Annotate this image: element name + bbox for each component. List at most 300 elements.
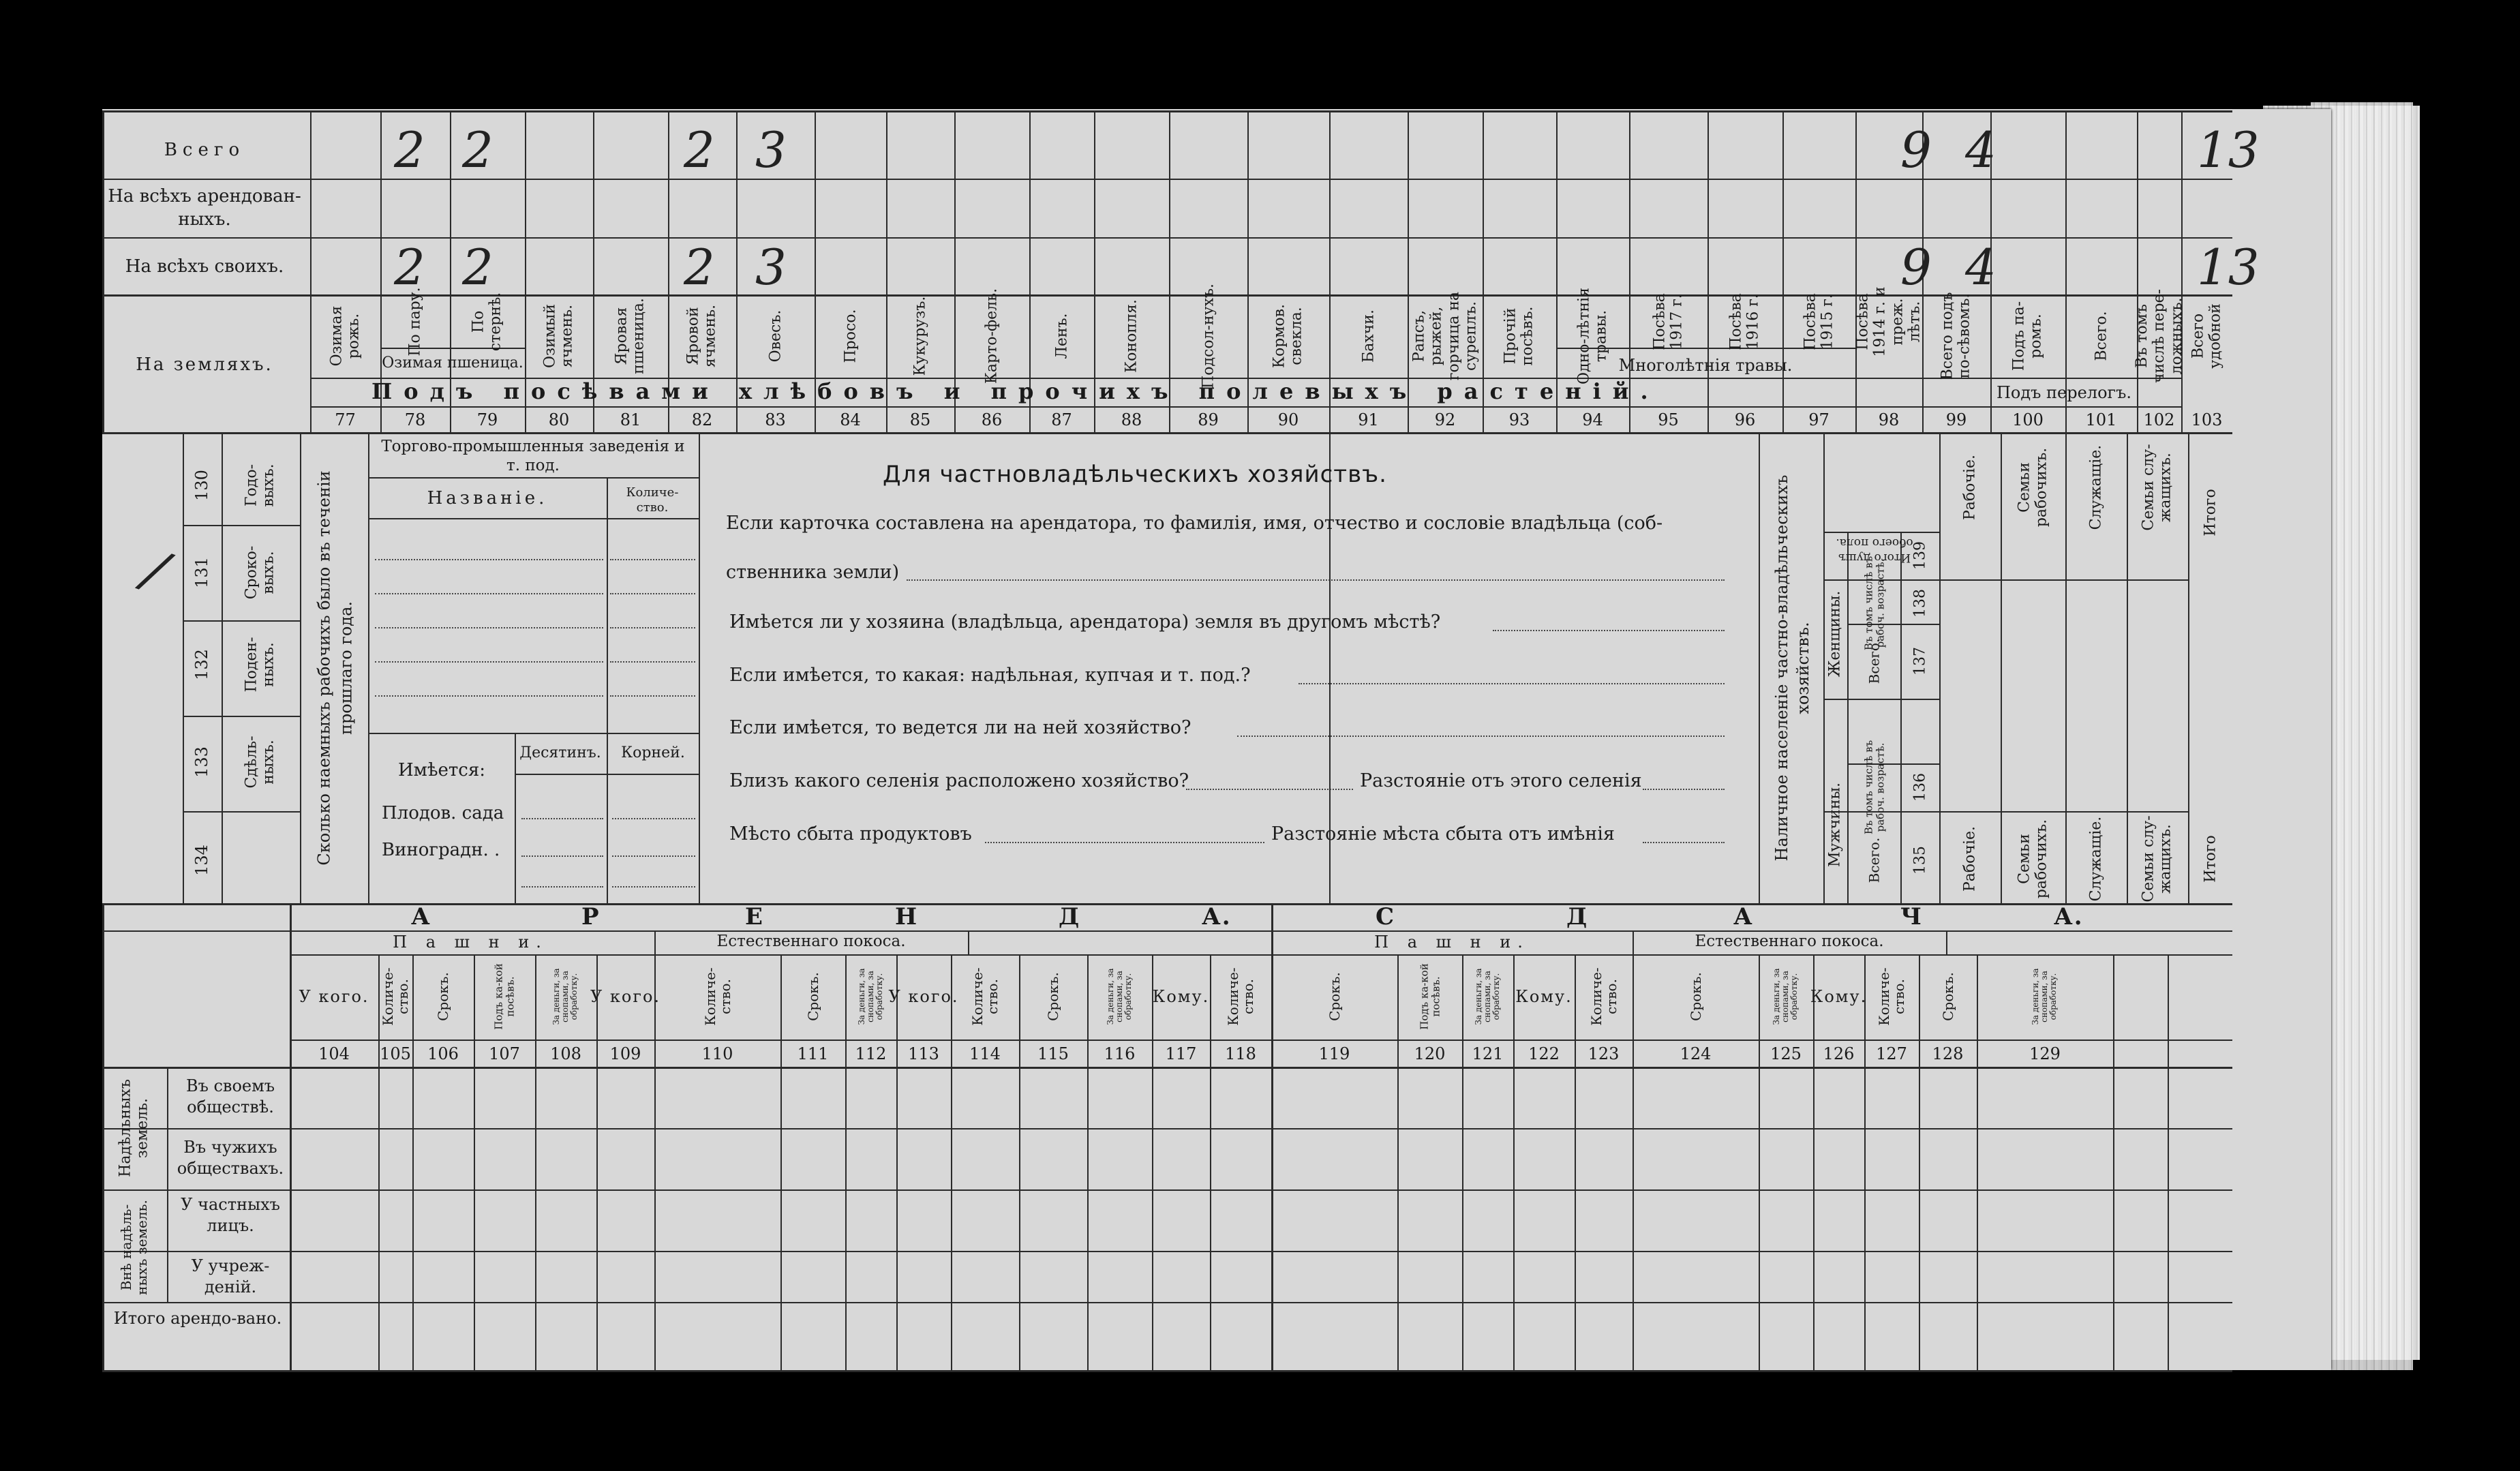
col-number-98: 98 [1878, 410, 1900, 429]
pop-right-bottom-4: Итого [2201, 835, 2219, 883]
crop-header-2: По стернѣ. [470, 292, 504, 352]
private-line-7b: Разстояніе мѣста сбыта отъ имѣнія [1271, 823, 1615, 845]
v-rule [1210, 954, 1211, 1370]
h-rule [183, 716, 300, 717]
v-rule [1397, 954, 1399, 1370]
v-rule [1977, 954, 1978, 1370]
hdr-kol-2: Количе-ство. [969, 967, 1001, 1026]
hdr-za-2: За деньги, за снопами, за обработку. [1105, 968, 1134, 1025]
handwritten-own-0: 2 [394, 239, 425, 296]
col-number-95: 95 [1658, 410, 1679, 429]
hdr-za-1: За деньги, за снопами, за обработку. [856, 968, 885, 1025]
arenda-col-number-114: 114 [969, 1044, 1001, 1063]
left-number-133: 133 [192, 746, 212, 778]
crop-header-5: Яровой ячмень. [684, 304, 719, 368]
arenda-col-number-117: 117 [1165, 1044, 1197, 1063]
sub-label-wheat: Озимая пшеница. [382, 354, 523, 371]
private-line-7a: Мѣсто сбыта продуктовъ [729, 823, 972, 845]
dotted-line [375, 661, 603, 663]
population-itogo: Итого душъ обоего пола. [1836, 536, 1913, 565]
row-label-rented: На всѣхъ арендован-ныхъ. [108, 186, 301, 230]
dotted-line [521, 886, 603, 888]
handwritten-total-6: 13 [2197, 121, 2260, 179]
v-rule [474, 954, 475, 1370]
population-number-136: 136 [1911, 773, 1929, 802]
v-rule [1939, 432, 1941, 903]
crop-header-26: Всего удобной [2189, 303, 2224, 369]
crop-header-4: Яровая пшеница. [613, 298, 648, 374]
hdr-kol-1: Количе-ство. [701, 967, 733, 1026]
hdr-kol-3: Количе-ство. [1225, 967, 1256, 1026]
handwritten-own-3: 3 [755, 239, 787, 296]
col-number-89: 89 [1198, 410, 1219, 429]
population-men-vsego: Всего. [1866, 837, 1883, 883]
v-rule [102, 110, 104, 432]
arenda-col-number-129: 129 [2029, 1044, 2061, 1063]
v-rule [1152, 954, 1153, 1370]
crop-header-14: Бахчи. [1359, 309, 1377, 363]
v-rule [1759, 432, 1760, 903]
v-rule [1271, 903, 1273, 1370]
crop-header-23: Подъ па-ромъ. [2010, 301, 2045, 371]
trade-name-header: Названіе. [427, 488, 548, 509]
pop-right-bottom-3: Семьи слу-жащихъ. [2140, 815, 2174, 903]
v-rule [1823, 432, 1825, 903]
h-rule [1939, 579, 2188, 581]
dotted-line [907, 579, 1725, 581]
hdr-kol-4: Количе-ство. [1588, 967, 1620, 1026]
col-number-91: 91 [1358, 410, 1379, 429]
v-rule [654, 930, 656, 954]
arenda-col-number-110: 110 [701, 1044, 733, 1063]
arenda-letter-1: Р [581, 903, 601, 930]
arenda-col-number-105: 105 [380, 1044, 411, 1063]
hdr-u_kogo-1: У кого. [590, 987, 661, 1006]
arenda-letter-0: А [411, 903, 431, 930]
col-number-93: 93 [1508, 410, 1530, 429]
v-rule [1633, 954, 1634, 1370]
hdr-u_kogo-0: У кого. [299, 987, 369, 1006]
v-rule [412, 954, 414, 1370]
hdr-za-5: За деньги, за снопами, за обработку. [2031, 968, 2059, 1025]
h-rule [102, 1370, 2232, 1372]
v-rule [1946, 930, 1947, 954]
v-rule [2168, 954, 2169, 1370]
left-number-132: 132 [192, 649, 212, 680]
arenda-letter-5: А. [1202, 903, 1232, 930]
hdr-srok-3: Срокъ. [1326, 972, 1343, 1021]
arenda-col-number-125: 125 [1770, 1044, 1802, 1063]
banner-crops: Подъ посѣвами хлѣбовъ и прочихъ полевыхъ растеній. [371, 378, 1660, 404]
v-rule [368, 432, 369, 903]
h-rule [102, 1302, 2232, 1303]
private-line-6a: Близъ какого селенія расположено хозяйство? [729, 770, 1189, 791]
dotted-line [610, 627, 695, 628]
crop-header-15: Рапсъ, рыжей, горчица на суреплъ. [1410, 291, 1480, 381]
population-number-137: 137 [1911, 647, 1929, 676]
hdr-kol-0: Количе-ство. [380, 967, 411, 1026]
v-rule [1633, 930, 1634, 954]
dotted-line [375, 627, 603, 628]
v-rule [1782, 110, 1784, 432]
handwritten-total-3: 3 [755, 121, 787, 179]
sub-label-fallow: Подъ перелогъ. [1997, 383, 2131, 402]
col-number-85: 85 [909, 410, 931, 429]
left-number-130: 130 [192, 470, 212, 501]
left-label-3: Сдѣль-ныхъ. [243, 736, 277, 789]
hdr-srok-5: Срокъ. [1939, 972, 1956, 1021]
v-rule [896, 954, 898, 1370]
sdacha-letter-3: Ч [1900, 903, 1924, 930]
v-rule [780, 954, 782, 1370]
pop-right-bottom-2: Служащіе. [2087, 816, 2105, 902]
h-rule [183, 620, 300, 622]
hdr-za-4: За деньги, за снопами, за обработку. [1772, 968, 1800, 1025]
rows-nadel: Надѣльныхъ земель. [117, 1079, 151, 1177]
arenda-col-number-127: 127 [1876, 1044, 1907, 1063]
trade-has: Имѣется: [397, 760, 486, 780]
private-line-1: Если карточка составлена на арендатора, то фамилія, имя, отчество и сословіе владѣльца (соб- [726, 513, 1663, 534]
hdr-za-0: За деньги, за снопами, за обработку. [551, 968, 579, 1025]
hdr-kol-5: Количе-ство. [1876, 967, 1907, 1026]
col-number-80: 80 [548, 410, 570, 429]
h-rule [1847, 763, 1939, 765]
sdacha-letter-0: С [1376, 903, 1396, 930]
handwritten-own-1: 2 [462, 239, 494, 296]
h-rule [368, 733, 699, 734]
handwritten-own-5: 4 [1965, 239, 1997, 296]
rows-vne: Внѣ надѣль-ныхъ земель. [118, 1200, 150, 1295]
crop-header-10: Ленъ. [1052, 313, 1070, 359]
handwritten-own-4: 9 [1900, 239, 1932, 296]
arenda-col-number-106: 106 [427, 1044, 459, 1063]
col-number-92: 92 [1434, 410, 1456, 429]
crop-header-24: Всего. [2092, 311, 2110, 361]
handwritten-own-6: 13 [2197, 239, 2260, 296]
dotted-line [521, 855, 603, 857]
v-rule [2001, 432, 2002, 903]
h-rule [102, 930, 2232, 932]
crop-header-13: Кормов. свекла. [1271, 303, 1305, 369]
row-label-vsego: Всего [164, 140, 245, 160]
dotted-line [610, 593, 695, 594]
dotted-line [610, 559, 695, 560]
v-rule [1759, 954, 1760, 1370]
hdr-za-3: За деньги, за снопами, за обработку. [1473, 968, 1502, 1025]
population-number-135: 135 [1911, 846, 1929, 875]
v-rule [102, 903, 104, 1370]
col-number-90: 90 [1277, 410, 1299, 429]
arenda-col-number-118: 118 [1225, 1044, 1256, 1063]
dotted-line [610, 661, 695, 663]
row-svoem: Въ своемъ обществѣ. [185, 1076, 275, 1117]
h-rule [183, 811, 300, 813]
arenda-col-number-119: 119 [1318, 1044, 1350, 1063]
h-rule [368, 518, 699, 519]
arenda-col-number-108: 108 [550, 1044, 581, 1063]
col-number-102: 102 [2143, 410, 2175, 429]
col-number-99: 99 [1945, 410, 1967, 429]
dotted-line [1186, 789, 1353, 790]
v-rule [699, 432, 700, 903]
crop-header-11: Конопля. [1123, 299, 1140, 373]
hdr-srok-0: Срокъ. [435, 972, 451, 1021]
h-rule [290, 1040, 2232, 1041]
crop-header-9: Карто-фель. [983, 288, 1001, 384]
sub-label-perennial: Многолѣтнія травы. [1618, 356, 1793, 375]
v-rule [845, 954, 847, 1370]
hdr-pod-0: Подъ ка-кой посѣвъ. [492, 963, 516, 1030]
arenda-col-number-116: 116 [1104, 1044, 1136, 1063]
trade-header: Торгово-промышленныя заведенія и т. под. [381, 438, 685, 474]
private-line-5: Если имѣется, то ведется ли на ней хозяйство? [729, 717, 1191, 738]
crop-header-22: Всего подъ по-сѣвомъ. [1939, 292, 1973, 380]
crop-header-17: Одно-лѣтнія травы. [1575, 288, 1610, 384]
pop-right-top-3: Семьи слу-жащихъ. [2140, 444, 2174, 531]
dotted-line [1643, 842, 1725, 843]
hdr-pod-3: Подъ ка-кой посѣвъ. [1418, 963, 1442, 1030]
arenda-col-number-109: 109 [609, 1044, 641, 1063]
crop-header-7: Просо. [841, 309, 859, 363]
dotted-line [610, 695, 695, 697]
left-label-2: Поден-ныхъ. [243, 637, 277, 693]
v-rule [300, 432, 301, 903]
crop-header-12: Подсол-нухъ. [1199, 284, 1217, 389]
dotted-line [375, 559, 603, 560]
col-number-78: 78 [404, 410, 426, 429]
arenda-letter-3: Н [895, 903, 919, 930]
population-women-vsego: Всего. [1866, 638, 1883, 684]
col-number-84: 84 [840, 410, 861, 429]
arenda-col-number-124: 124 [1680, 1044, 1712, 1063]
handwritten-own-2: 2 [684, 239, 715, 296]
trade-fruit: Плодов. сада [382, 803, 504, 823]
v-rule [607, 733, 608, 903]
crop-header-8: Кукурузъ. [911, 296, 929, 376]
col-number-97: 97 [1808, 410, 1830, 429]
arenda-col-number-121: 121 [1472, 1044, 1504, 1063]
arenda-col-number-107: 107 [489, 1044, 520, 1063]
crop-header-0: Озимая рожь. [328, 305, 363, 367]
hdr-srok-1: Срокъ. [804, 972, 821, 1021]
col-number-86: 86 [981, 410, 1003, 429]
v-rule [310, 110, 312, 432]
h-rule [1847, 624, 1939, 625]
private-line-3: Имѣется ли у хозяина (владѣльца, арендатора) земля въ другомъ мѣстѣ? [729, 611, 1441, 633]
col-number-82: 82 [691, 410, 713, 429]
left-label-1: Сроко-выхъ. [243, 545, 277, 600]
crop-header-21: Посѣва 1914 г. и преж. лѣтъ. [1854, 286, 1924, 357]
v-rule [1813, 954, 1815, 1370]
population-women: Женщины. [1826, 590, 1844, 678]
pop-right-top-1: Семьи рабочихъ. [2016, 447, 2050, 528]
left-label-0: Годо-выхъ. [243, 464, 277, 507]
v-rule [968, 930, 969, 954]
arenda-col-number-122: 122 [1528, 1044, 1560, 1063]
row-chastnyh: У частныхъ лицъ. [181, 1195, 280, 1236]
hdr-komu-3: Кому. [1152, 987, 1210, 1006]
dotted-line [1299, 683, 1725, 684]
pop-right-top-2: Служащіе. [2087, 444, 2105, 530]
col-number-87: 87 [1051, 410, 1072, 429]
handwritten-slash: / [136, 537, 176, 603]
v-rule [654, 954, 656, 1370]
trade-qty-header: Количе-ство. [626, 485, 679, 515]
col-number-79: 79 [476, 410, 498, 429]
population-women-incl: Въ томъ числѣ въ рабоч. возрастѣ. [1862, 556, 1886, 651]
arenda-col-number-126: 126 [1823, 1044, 1855, 1063]
crop-header-18: Посѣва 1917 г. [1651, 293, 1686, 350]
pop-right-bottom-0: Рабочіе. [1961, 826, 1979, 892]
v-rule [607, 477, 608, 733]
h-rule [102, 1251, 2232, 1252]
population-number-139: 139 [1911, 541, 1929, 570]
dotted-line [375, 593, 603, 594]
arenda-col-number-112: 112 [855, 1044, 887, 1063]
dotted-line [521, 818, 603, 819]
v-rule [1855, 110, 1857, 432]
dotted-line [985, 842, 1264, 843]
col-number-103: 103 [2191, 410, 2223, 429]
col-number-88: 88 [1121, 410, 1142, 429]
h-rule [102, 1128, 2232, 1129]
v-rule [1575, 954, 1576, 1370]
dotted-line [1643, 789, 1725, 790]
h-rule [102, 179, 2232, 180]
handwritten-total-0: 2 [394, 121, 425, 179]
handwritten-total-1: 2 [462, 121, 494, 179]
sdacha-pokos: Естественнаго покоса. [1695, 932, 1884, 950]
v-rule [1019, 954, 1020, 1370]
workers-question: Сколько наемныхъ рабочихъ было въ теченіи прошлаго года. [314, 470, 356, 866]
v-rule [1847, 532, 1849, 903]
v-rule [1900, 532, 1902, 903]
arenda-col-number-111: 111 [797, 1044, 829, 1063]
crop-header-16: Прочій посѣвъ. [1502, 306, 1536, 366]
col-number-100: 100 [2012, 410, 2044, 429]
col-number-101: 101 [2085, 410, 2117, 429]
v-rule [2065, 432, 2067, 903]
col-number-83: 83 [765, 410, 786, 429]
private-title: Для частновладѣльческихъ хозяйствъ. [883, 461, 1387, 488]
sdacha-letter-1: Д [1566, 903, 1589, 930]
col-number-77: 77 [335, 410, 356, 429]
arenda-letter-2: Е [745, 903, 764, 930]
v-rule [2113, 954, 2114, 1370]
trade-vine: Виноградн. . [382, 840, 500, 860]
v-rule [1087, 954, 1089, 1370]
row-label-own: На всѣхъ своихъ. [125, 256, 284, 277]
left-number-134: 134 [192, 845, 212, 876]
dotted-line [612, 818, 695, 819]
crop-header-20: Посѣва 1915 г. [1802, 293, 1836, 350]
crop-header-3: Озимый ячмень. [541, 304, 576, 368]
crop-header-6: Овесъ. [766, 309, 784, 363]
population-men: Мужчины. [1826, 782, 1844, 868]
v-rule [1864, 954, 1866, 1370]
h-rule [102, 432, 2232, 434]
sdacha-letter-2: А [1733, 903, 1754, 930]
col-number-94: 94 [1582, 410, 1603, 429]
row-chuzhih: Въ чужихъ обществахъ. [177, 1138, 284, 1179]
v-rule [951, 954, 952, 1370]
dotted-line [375, 695, 603, 697]
handwritten-total-5: 4 [1965, 121, 1997, 179]
h-rule [102, 1067, 2232, 1069]
h-rule [310, 406, 2181, 408]
h-rule [1823, 532, 1939, 533]
v-rule [222, 432, 223, 903]
left-number-131: 131 [192, 557, 212, 588]
v-rule [2188, 432, 2189, 903]
v-rule [1707, 110, 1709, 432]
v-rule [167, 1067, 168, 1302]
arenda-col-number-128: 128 [1932, 1044, 1964, 1063]
v-rule [183, 432, 184, 903]
arenda-col-number-120: 120 [1414, 1044, 1446, 1063]
population-men-incl: Въ томъ числѣ въ рабоч. возрастѣ. [1862, 740, 1886, 835]
col-number-96: 96 [1734, 410, 1756, 429]
lands-label: На земляхъ. [136, 354, 273, 375]
trade-desyat: Десятинъ. [519, 744, 601, 761]
crop-header-25: Въ томъ числѣ пере-ложныхъ. [2133, 289, 2185, 383]
v-rule [1513, 954, 1515, 1370]
trade-korney: Корней. [621, 744, 685, 761]
dotted-line [1237, 736, 1725, 737]
dotted-line [1493, 630, 1725, 631]
private-line-4: Если имѣется, то какая: надѣльная, купчая и т. под.? [729, 665, 1251, 686]
pop-right-top-0: Рабочіе. [1961, 455, 1979, 521]
arenda-col-number-115: 115 [1037, 1044, 1069, 1063]
hdr-komu-4: Кому. [1515, 987, 1573, 1006]
hdr-komu-5: Кому. [1810, 987, 1868, 1006]
v-rule [2127, 432, 2128, 903]
h-rule [1823, 699, 1939, 700]
arenda-pokos: Естественнаго покоса. [716, 932, 906, 950]
arenda-col-number-123: 123 [1588, 1044, 1620, 1063]
crop-header-1: По пару. [406, 287, 424, 357]
hdr-srok-2: Срокъ. [1045, 972, 1061, 1021]
hdr-u_kogo-2: У кого. [888, 987, 959, 1006]
col-number-81: 81 [620, 410, 641, 429]
dotted-line [612, 886, 695, 888]
sdacha-pashni: П а ш н и. [1374, 932, 1530, 952]
arenda-col-number-104: 104 [318, 1044, 350, 1063]
handwritten-total-2: 2 [684, 121, 715, 179]
h-rule [102, 110, 2232, 112]
v-rule [535, 954, 536, 1370]
hdr-srok-4: Срокъ. [1687, 972, 1704, 1021]
dotted-line [612, 855, 695, 857]
arenda-col-number-113: 113 [908, 1044, 939, 1063]
arenda-pashni: П а ш н и. [393, 932, 548, 952]
v-rule [596, 954, 598, 1370]
private-line-2: ственника земли) [726, 562, 900, 583]
v-rule [1462, 954, 1463, 1370]
row-uchrezhd: У учреж-деній. [191, 1256, 270, 1297]
pop-right-top-4: Итого [2201, 489, 2219, 536]
h-rule [368, 477, 699, 479]
crop-header-19: Посѣва 1916 г. [1727, 293, 1762, 350]
v-rule [1919, 954, 1920, 1370]
h-rule [102, 1189, 2232, 1191]
pop-right-bottom-1: Семьи рабочихъ. [2016, 819, 2050, 899]
h-rule [183, 525, 300, 526]
arenda-letter-4: Д [1059, 903, 1081, 930]
v-rule [515, 733, 516, 903]
population-label: Наличное населеніе частно-владѣльческихъ хозяйствъ. [1772, 474, 1812, 862]
row-itogo: Итого арендо-вано. [113, 1309, 282, 1328]
